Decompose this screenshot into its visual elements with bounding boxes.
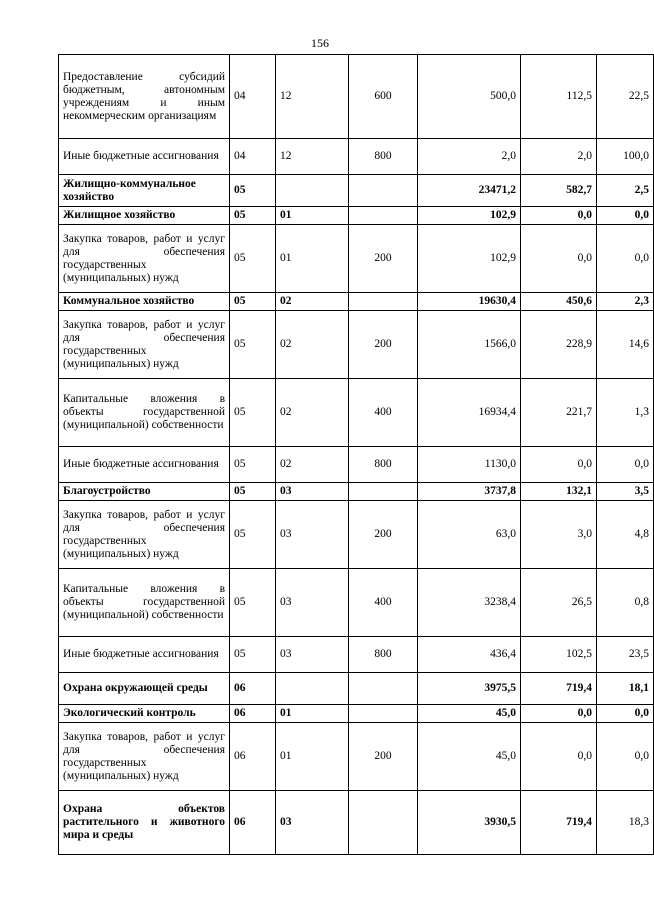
row-plan-amount: 63,0 — [418, 501, 521, 569]
row-section-code: 05 — [230, 447, 276, 483]
table-row — [59, 379, 654, 447]
row-plan-amount: 23471,2 — [418, 175, 521, 207]
table-row — [59, 483, 654, 501]
row-actual-amount: 228,9 — [521, 311, 597, 379]
row-expense-type — [349, 293, 418, 311]
row-section-code: 05 — [230, 501, 276, 569]
row-percent: 0,0 — [597, 207, 654, 225]
row-actual-amount: 0,0 — [521, 723, 597, 791]
row-actual-amount: 0,0 — [521, 705, 597, 723]
table-row — [59, 293, 654, 311]
row-expense-type — [349, 207, 418, 225]
row-actual-amount: 3,0 — [521, 501, 597, 569]
row-name: Коммунальное хозяйство — [59, 293, 230, 311]
table-row — [59, 705, 654, 723]
row-percent: 0,8 — [597, 569, 654, 637]
table-row — [59, 225, 654, 293]
row-expense-type: 400 — [349, 379, 418, 447]
row-expense-type — [349, 673, 418, 705]
row-expense-type: 800 — [349, 139, 418, 175]
row-subsection-code: 01 — [276, 723, 349, 791]
row-plan-amount: 3975,5 — [418, 673, 521, 705]
row-subsection-code: 01 — [276, 207, 349, 225]
row-section-code: 06 — [230, 723, 276, 791]
row-percent: 18,1 — [597, 673, 654, 705]
row-actual-amount: 719,4 — [521, 791, 597, 855]
row-plan-amount: 45,0 — [418, 705, 521, 723]
row-actual-amount: 112,5 — [521, 55, 597, 139]
table-row — [59, 569, 654, 637]
row-percent: 18,3 — [597, 791, 654, 855]
row-section-code: 05 — [230, 379, 276, 447]
row-subsection-code: 03 — [276, 483, 349, 501]
row-plan-amount: 102,9 — [418, 207, 521, 225]
row-percent: 1,3 — [597, 379, 654, 447]
row-section-code: 05 — [230, 293, 276, 311]
row-section-code: 06 — [230, 705, 276, 723]
table-row — [59, 175, 654, 207]
row-plan-amount: 436,4 — [418, 637, 521, 673]
row-name: Иные бюджетные ассигнования — [59, 139, 230, 175]
row-expense-type — [349, 483, 418, 501]
row-name: Предоставление субсидий бюджетным, автономным учреждениям и иным некоммерческим организациям — [59, 55, 230, 139]
row-plan-amount: 45,0 — [418, 723, 521, 791]
row-section-code: 06 — [230, 673, 276, 705]
row-name: Охрана объектов растительного и животного мира и среды — [59, 791, 230, 855]
row-expense-type — [349, 175, 418, 207]
row-expense-type: 800 — [349, 447, 418, 483]
row-plan-amount: 3737,8 — [418, 483, 521, 501]
row-section-code: 05 — [230, 483, 276, 501]
row-percent: 4,8 — [597, 501, 654, 569]
row-name: Капитальные вложения в объекты государственной (муниципальной) собственности — [59, 379, 230, 447]
row-name: Капитальные вложения в объекты государственной (муниципальной) собственности — [59, 569, 230, 637]
row-actual-amount: 26,5 — [521, 569, 597, 637]
table-row — [59, 139, 654, 175]
row-actual-amount: 132,1 — [521, 483, 597, 501]
row-subsection-code: 02 — [276, 379, 349, 447]
row-actual-amount: 719,4 — [521, 673, 597, 705]
row-percent: 2,5 — [597, 175, 654, 207]
table-row — [59, 447, 654, 483]
row-name: Жилищное хозяйство — [59, 207, 230, 225]
row-plan-amount: 3238,4 — [418, 569, 521, 637]
row-actual-amount: 0,0 — [521, 207, 597, 225]
row-plan-amount: 3930,5 — [418, 791, 521, 855]
table-row — [59, 55, 654, 139]
row-percent: 100,0 — [597, 139, 654, 175]
row-section-code: 04 — [230, 55, 276, 139]
row-percent: 0,0 — [597, 705, 654, 723]
table-row — [59, 311, 654, 379]
row-actual-amount: 102,5 — [521, 637, 597, 673]
row-name: Жилищно-коммунальное хозяйство — [59, 175, 230, 207]
row-subsection-code: 03 — [276, 637, 349, 673]
row-percent: 3,5 — [597, 483, 654, 501]
row-subsection-code: 12 — [276, 139, 349, 175]
row-actual-amount: 0,0 — [521, 225, 597, 293]
row-plan-amount: 102,9 — [418, 225, 521, 293]
row-name: Экологический контроль — [59, 705, 230, 723]
row-subsection-code — [276, 673, 349, 705]
row-expense-type: 400 — [349, 569, 418, 637]
row-name: Закупка товаров, работ и услуг для обеспечения государственных (муниципальных) нужд — [59, 501, 230, 569]
row-subsection-code — [276, 175, 349, 207]
row-section-code: 05 — [230, 637, 276, 673]
row-section-code: 05 — [230, 225, 276, 293]
table-row — [59, 501, 654, 569]
row-expense-type — [349, 705, 418, 723]
row-actual-amount: 0,0 — [521, 447, 597, 483]
row-plan-amount: 16934,4 — [418, 379, 521, 447]
table-row — [59, 637, 654, 673]
row-section-code: 04 — [230, 139, 276, 175]
row-plan-amount: 19630,4 — [418, 293, 521, 311]
row-section-code: 05 — [230, 207, 276, 225]
table-row — [59, 723, 654, 791]
row-percent: 0,0 — [597, 447, 654, 483]
row-percent: 0,0 — [597, 225, 654, 293]
row-percent: 23,5 — [597, 637, 654, 673]
row-actual-amount: 582,7 — [521, 175, 597, 207]
budget-table-body — [59, 55, 654, 855]
table-row — [59, 207, 654, 225]
row-plan-amount: 1130,0 — [418, 447, 521, 483]
row-name: Благоустройство — [59, 483, 230, 501]
row-plan-amount: 500,0 — [418, 55, 521, 139]
row-percent: 2,3 — [597, 293, 654, 311]
row-expense-type: 800 — [349, 637, 418, 673]
row-percent: 14,6 — [597, 311, 654, 379]
row-actual-amount: 450,6 — [521, 293, 597, 311]
row-actual-amount: 221,7 — [521, 379, 597, 447]
page-number: 156 — [311, 36, 329, 50]
row-section-code: 06 — [230, 791, 276, 855]
row-subsection-code: 02 — [276, 447, 349, 483]
row-section-code: 05 — [230, 311, 276, 379]
row-percent: 0,0 — [597, 723, 654, 791]
row-percent: 22,5 — [597, 55, 654, 139]
row-expense-type: 200 — [349, 311, 418, 379]
row-subsection-code: 02 — [276, 311, 349, 379]
row-plan-amount: 2,0 — [418, 139, 521, 175]
row-subsection-code: 03 — [276, 501, 349, 569]
row-section-code: 05 — [230, 569, 276, 637]
row-expense-type: 600 — [349, 55, 418, 139]
row-actual-amount: 2,0 — [521, 139, 597, 175]
row-name: Закупка товаров, работ и услуг для обеспечения государственных (муниципальных) нужд — [59, 225, 230, 293]
row-subsection-code: 01 — [276, 225, 349, 293]
row-name: Иные бюджетные ассигнования — [59, 637, 230, 673]
budget-table — [58, 54, 654, 855]
row-name: Иные бюджетные ассигнования — [59, 447, 230, 483]
row-name: Закупка товаров, работ и услуг для обеспечения государственных (муниципальных) нужд — [59, 311, 230, 379]
row-name: Охрана окружающей среды — [59, 673, 230, 705]
row-expense-type — [349, 791, 418, 855]
table-row — [59, 791, 654, 855]
row-expense-type: 200 — [349, 501, 418, 569]
row-subsection-code: 12 — [276, 55, 349, 139]
row-subsection-code: 02 — [276, 293, 349, 311]
row-subsection-code: 03 — [276, 569, 349, 637]
row-subsection-code: 01 — [276, 705, 349, 723]
row-name: Закупка товаров, работ и услуг для обеспечения государственных (муниципальных) нужд — [59, 723, 230, 791]
row-plan-amount: 1566,0 — [418, 311, 521, 379]
table-row — [59, 673, 654, 705]
row-expense-type: 200 — [349, 723, 418, 791]
row-section-code: 05 — [230, 175, 276, 207]
row-expense-type: 200 — [349, 225, 418, 293]
row-subsection-code: 03 — [276, 791, 349, 855]
